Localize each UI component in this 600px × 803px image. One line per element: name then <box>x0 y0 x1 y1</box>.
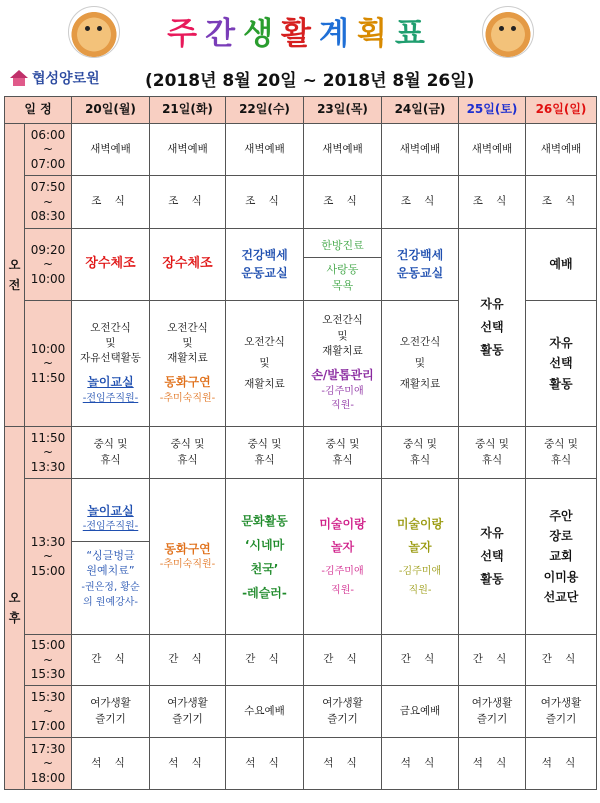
program-name: 동화구연 <box>164 541 211 556</box>
time-cell: 10:00 ~ 11:50 <box>25 301 72 427</box>
dinner: 석 식 <box>150 738 226 790</box>
lunch: 중식 및 휴식 <box>459 427 526 479</box>
program-sun-pm: 주안 장로 교회 이미용 선교단 <box>526 479 597 635</box>
staff-name: -추미숙직원- <box>159 392 216 404</box>
page-title <box>130 8 470 53</box>
program-thu-late-am <box>304 301 382 427</box>
program-thu-pm <box>304 479 382 635</box>
free-activity-sun-am: 자유 선택 활동 <box>526 301 597 427</box>
day-header-wed: 22일(수) <box>226 97 304 124</box>
program-name: 동화구연 <box>164 375 211 390</box>
time-cell: 09:20 ~ 10:00 <box>25 229 72 301</box>
staff-name: -김주미애 직원- <box>321 385 364 412</box>
dog-face-icon <box>68 6 120 58</box>
title-char: 활 <box>281 16 319 52</box>
dinner: 석 식 <box>304 738 382 790</box>
program-name-2: “싱글벙글 원예치료” <box>86 548 135 578</box>
time-cell: 06:00 ~ 07:00 <box>25 124 72 176</box>
staff-name: -김주미애 직원- <box>398 566 442 597</box>
leisure: 여가생활 즐기기 <box>72 686 150 738</box>
day-header-sat: 25일(토) <box>459 97 526 124</box>
breakfast: 조 식 <box>459 176 526 229</box>
program-thu-am <box>304 229 382 301</box>
subtitle-row <box>0 62 600 92</box>
title-char: 간 <box>205 16 244 52</box>
time-cell: 17:30 ~ 18:00 <box>25 738 72 790</box>
dinner: 석 식 <box>382 738 459 790</box>
program-name: 놀이교실 <box>87 375 134 390</box>
title-row <box>0 0 600 62</box>
schedule-table <box>4 96 597 790</box>
program-name: 손/발톱관리 <box>311 368 374 383</box>
program-tue-pm <box>150 479 226 635</box>
dawn-worship: 새벽예배 <box>72 124 150 176</box>
breakfast: 조 식 <box>72 176 150 229</box>
title-char: 주 <box>167 16 206 52</box>
dawn-worship: 새벽예배 <box>382 124 459 176</box>
lunch: 중식 및 휴식 <box>150 427 226 479</box>
program-fri-pm <box>382 479 459 635</box>
day-header-thu: 23일(목) <box>304 97 382 124</box>
program-wed-pm: 문화활동 ‘시네마 천국’ -레슬러- <box>226 479 304 635</box>
program-tue-late-am <box>150 301 226 427</box>
program-fri-am: 건강백세 운동교실 <box>382 229 459 301</box>
program-wed-late-am: 오전간식 및 재활치료 <box>226 301 304 427</box>
program-wed-am: 건강백세 운동교실 <box>226 229 304 301</box>
snack: 간 식 <box>304 635 382 686</box>
dawn-worship: 새벽예배 <box>304 124 382 176</box>
friday-worship: 금요예배 <box>382 686 459 738</box>
staff-name: -추미숙직원- <box>159 558 216 570</box>
staff-name: -전임주직원- <box>82 521 139 532</box>
time-cell: 11:50 ~ 13:30 <box>25 427 72 479</box>
day-header-mon: 20일(월) <box>72 97 150 124</box>
snack: 간 식 <box>526 635 597 686</box>
worship-sun: 예배 <box>526 229 597 301</box>
dawn-worship: 새벽예배 <box>226 124 304 176</box>
breakfast: 조 식 <box>526 176 597 229</box>
leisure: 여가생활 즐기기 <box>526 686 597 738</box>
leisure: 여가생활 즐기기 <box>459 686 526 738</box>
time-cell: 15:00 ~ 15:30 <box>25 635 72 686</box>
dinner: 석 식 <box>72 738 150 790</box>
snack-note: 오전간식 및 재활치료 <box>167 321 208 365</box>
lunch: 중식 및 휴식 <box>226 427 304 479</box>
time-cell: 15:30 ~ 17:00 <box>25 686 72 738</box>
dawn-worship: 새벽예배 <box>150 124 226 176</box>
staff-name: -김주미애 직원- <box>321 566 364 597</box>
snack: 간 식 <box>72 635 150 686</box>
breakfast: 조 식 <box>150 176 226 229</box>
house-icon <box>10 70 28 86</box>
snack: 간 식 <box>382 635 459 686</box>
breakfast: 조 식 <box>226 176 304 229</box>
logo <box>10 67 100 89</box>
program-mon-am: 장수체조 <box>72 229 150 301</box>
program-tue-am: 장수체조 <box>150 229 226 301</box>
breakfast: 조 식 <box>304 176 382 229</box>
title-char: 표 <box>394 16 433 52</box>
title-char: 획 <box>356 16 395 52</box>
snack: 간 식 <box>150 635 226 686</box>
snack: 간 식 <box>459 635 526 686</box>
program-fri-late-am: 오전간식 및 재활치료 <box>382 301 459 427</box>
program-name: 놀이교실 <box>87 503 134 518</box>
title-char: 계 <box>318 16 357 52</box>
day-header-sun: 26일(일) <box>526 97 597 124</box>
day-header-fri: 24일(금) <box>382 97 459 124</box>
pm-label: 오 후 <box>5 427 25 790</box>
date-range: (2018년 8월 20일 ~ 2018년 8월 26일) <box>145 71 475 91</box>
wednesday-worship: 수요예배 <box>226 686 304 738</box>
lunch: 중식 및 휴식 <box>382 427 459 479</box>
time-cell: 07:50 ~ 08:30 <box>25 176 72 229</box>
dog-face-icon <box>482 6 534 58</box>
program-thu-am-2: 사랑동 목욕 <box>326 263 359 292</box>
staff-name: -전임주직원- <box>82 392 139 404</box>
free-activity-sat-pm: 자유 선택 활동 <box>459 479 526 635</box>
time-cell: 13:30 ~ 15:00 <box>25 479 72 635</box>
lunch: 중식 및 휴식 <box>526 427 597 479</box>
day-header-tue: 21일(화) <box>150 97 226 124</box>
breakfast: 조 식 <box>382 176 459 229</box>
dinner: 석 식 <box>226 738 304 790</box>
dinner: 석 식 <box>459 738 526 790</box>
am-label: 오 전 <box>5 124 25 427</box>
free-activity-sat-am: 자유 선택 활동 <box>459 229 526 427</box>
snack-note: 오전간식 및 자유선택활동 <box>80 321 141 365</box>
dawn-worship: 새벽예배 <box>459 124 526 176</box>
staff-name-2: -권은정, 황순 의 원예강사- <box>81 582 140 608</box>
snack: 간 식 <box>226 635 304 686</box>
schedule-header: 일 정 <box>5 97 72 124</box>
program-mon-pm <box>72 479 150 635</box>
lunch: 중식 및 휴식 <box>72 427 150 479</box>
program-thu-am-1: 한방진료 <box>304 235 381 258</box>
leisure: 여가생활 즐기기 <box>304 686 382 738</box>
dinner: 석 식 <box>526 738 597 790</box>
logo-text: 협성양로원 <box>32 71 100 87</box>
program-name: 미술이랑 놀자 <box>396 516 444 554</box>
leisure: 여가생활 즐기기 <box>150 686 226 738</box>
title-char: 생 <box>243 16 282 52</box>
program-name: 미술이랑 놀자 <box>319 516 366 554</box>
lunch: 중식 및 휴식 <box>304 427 382 479</box>
program-mon-late-am <box>72 301 150 427</box>
snack-note: 오전간식 및 재활치료 <box>322 314 363 357</box>
dawn-worship: 새벽예배 <box>526 124 597 176</box>
